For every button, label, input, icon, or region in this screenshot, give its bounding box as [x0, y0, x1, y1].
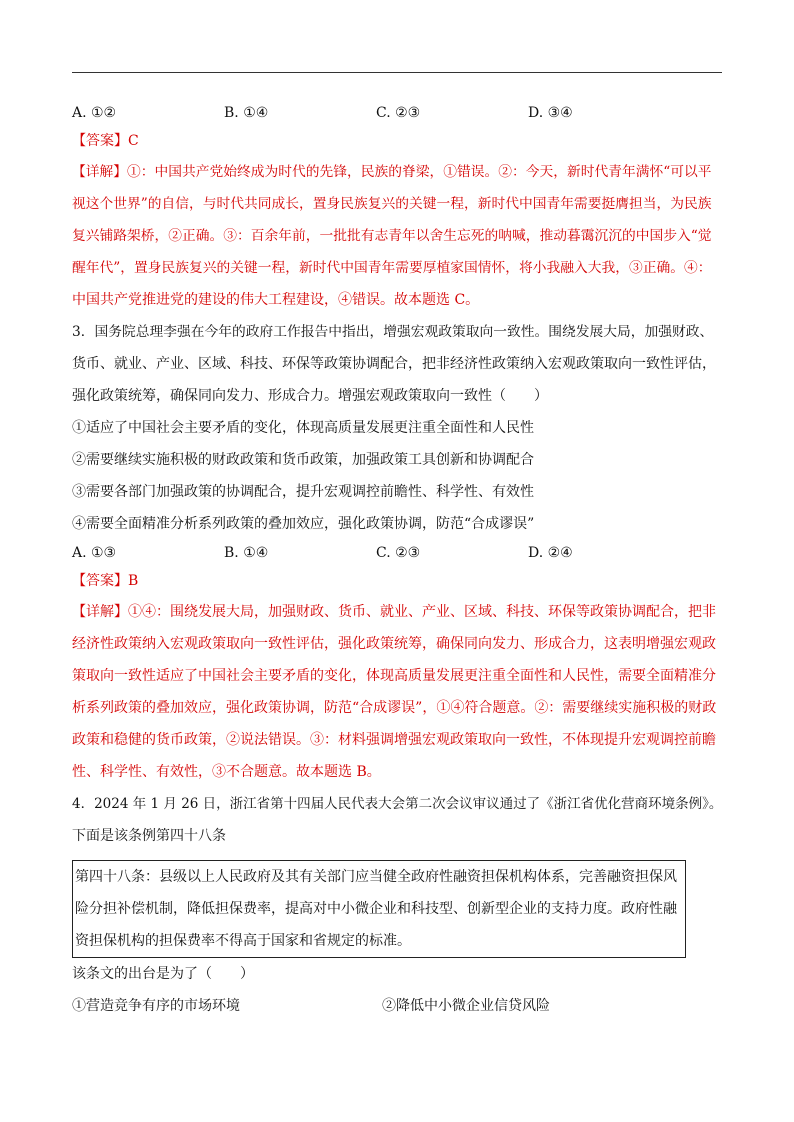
q3-statement: ②需要继续实施积极的财政政策和货币政策，加强政策工具创新和协调配合 [72, 452, 534, 468]
q3-stem-line: 3．国务院总理李强在今年的政府工作报告中指出，增强宏观政策取向一致性。围绕发展大局，加强财政、 [72, 324, 714, 340]
q4-article-box [72, 860, 686, 958]
document-page [72, 100, 722, 1022]
q3-detail-line: 性、科学性、有效性，③不合题意。故本题选 B。 [72, 764, 381, 780]
q2-detail-line: 中国共产党推进党的建设的伟大工程建设，④错误。故本题选 C。 [72, 292, 480, 308]
q4-question [72, 958, 722, 990]
q3-statement: ①适应了中国社会主要矛盾的变化，体现高质量发展更注重全面性和人民性 [72, 420, 534, 436]
q3-stem-line: 货币、就业、产业、区域、科技、环保等政策协调配合，把非经济性政策纳入宏观政策取向一致性评估， [72, 356, 716, 372]
q2-option-d: D. ③④ [528, 105, 573, 121]
q3-detail [72, 596, 722, 788]
header-rule [72, 72, 722, 73]
q3-option-b: B. ①④ [224, 545, 269, 561]
q4-stem-line: 下面是该条例第四十八条 [72, 828, 226, 844]
q4-article-line: 险分担补偿机制，降低担保费率，提高对中小微企业和科技型、创新型企业的支持力度。政府性融 [75, 901, 677, 917]
q2-answer: 【答案】C [72, 133, 139, 149]
q4-statement-1: ①营造竞争有序的市场环境 [72, 998, 240, 1014]
q2-option-b: B. ①④ [224, 105, 269, 121]
q3-answer: 【答案】B [72, 573, 139, 589]
q2-detail-line: 复兴铺路架桥，②正确。③：百余年前，一批批有志青年以舍生忘死的呐喊，推动暮霭沉沉的中国步入“觉 [72, 228, 712, 244]
q2-option-a: A. ①② [72, 105, 117, 121]
q3-detail-line: 【详解】①④：围绕发展大局，加强财政、货币、就业、产业、区域、科技、环保等政策协调配合，把非 [72, 604, 716, 620]
q2-detail-line: 【详解】①：中国共产党始终成为时代的先锋，民族的脊梁，①错误。②：今天，新时代青年满怀“可以平 [72, 164, 712, 180]
q3-detail-line: 政策和稳健的货币政策，②说法错误。③：材料强调增强宏观政策取向一致性，不体现提升宏观调控前瞻 [72, 732, 716, 748]
q4-article-line: 资担保机构的担保费率不得高于国家和省规定的标准。 [75, 933, 411, 949]
q2-detail-line: 醒年代”，置身民族复兴的关键一程，新时代中国青年需要厚植家国情怀，将小我融入大我，③正确。④： [72, 260, 712, 276]
q4-stem-line: 4．2024 年 1 月 26 日，浙江省第十四届人民代表大会第二次会议审议通过了《浙江省优化营商环境条例》。 [72, 796, 723, 812]
q3-option-c: C. ②③ [376, 545, 421, 561]
q4-statement-2: ②降低中小微企业信贷风险 [382, 998, 550, 1014]
q3-option-d: D. ②④ [528, 545, 573, 561]
q3-detail-line: 析系列政策的叠加效应，强化政策协调，防范“合成谬误”，①④符合题意。②：需要继续实施积极的财政 [72, 700, 717, 716]
q2-detail [72, 156, 722, 316]
q2-option-c: C. ②③ [376, 105, 421, 121]
q3-option-a: A. ①③ [72, 545, 117, 561]
q4-article-line: 第四十八条：县级以上人民政府及其有关部门应当健全政府性融资担保机构体系，完善融资担保风 [75, 869, 677, 885]
q4-stem [72, 788, 722, 852]
q3-statement: ④需要全面精准分析系列政策的叠加效应，强化政策协调，防范“合成谬误” [72, 516, 535, 532]
q3-statement: ③需要各部门加强政策的协调配合，提升宏观调控前瞻性、科学性、有效性 [72, 484, 534, 500]
q2-detail-line: 视这个世界”的自信，与时代共同成长，置身民族复兴的关键一程，新时代中国青年需要挺膺担当，为民族 [72, 196, 712, 212]
q3-detail-line: 经济性政策纳入宏观政策取向一致性评估，强化政策统筹，确保同向发力、形成合力，这表明增强宏观政 [72, 636, 716, 652]
q3-stem-line: 强化政策统筹，确保同向发力、形成合力。增强宏观政策取向一致性（ ） [72, 388, 548, 404]
q3-stem [72, 316, 722, 412]
q3-statements [72, 412, 722, 540]
q4-statements [72, 990, 722, 1022]
q2-options [72, 100, 722, 126]
q3-detail-line: 策取向一致性适应了中国社会主要矛盾的变化，体现高质量发展更注重全面性和人民性，需要全面精准分 [72, 668, 716, 684]
q4-question-line: 该条文的出台是为了（ ） [72, 966, 254, 982]
q3-options [72, 540, 722, 566]
